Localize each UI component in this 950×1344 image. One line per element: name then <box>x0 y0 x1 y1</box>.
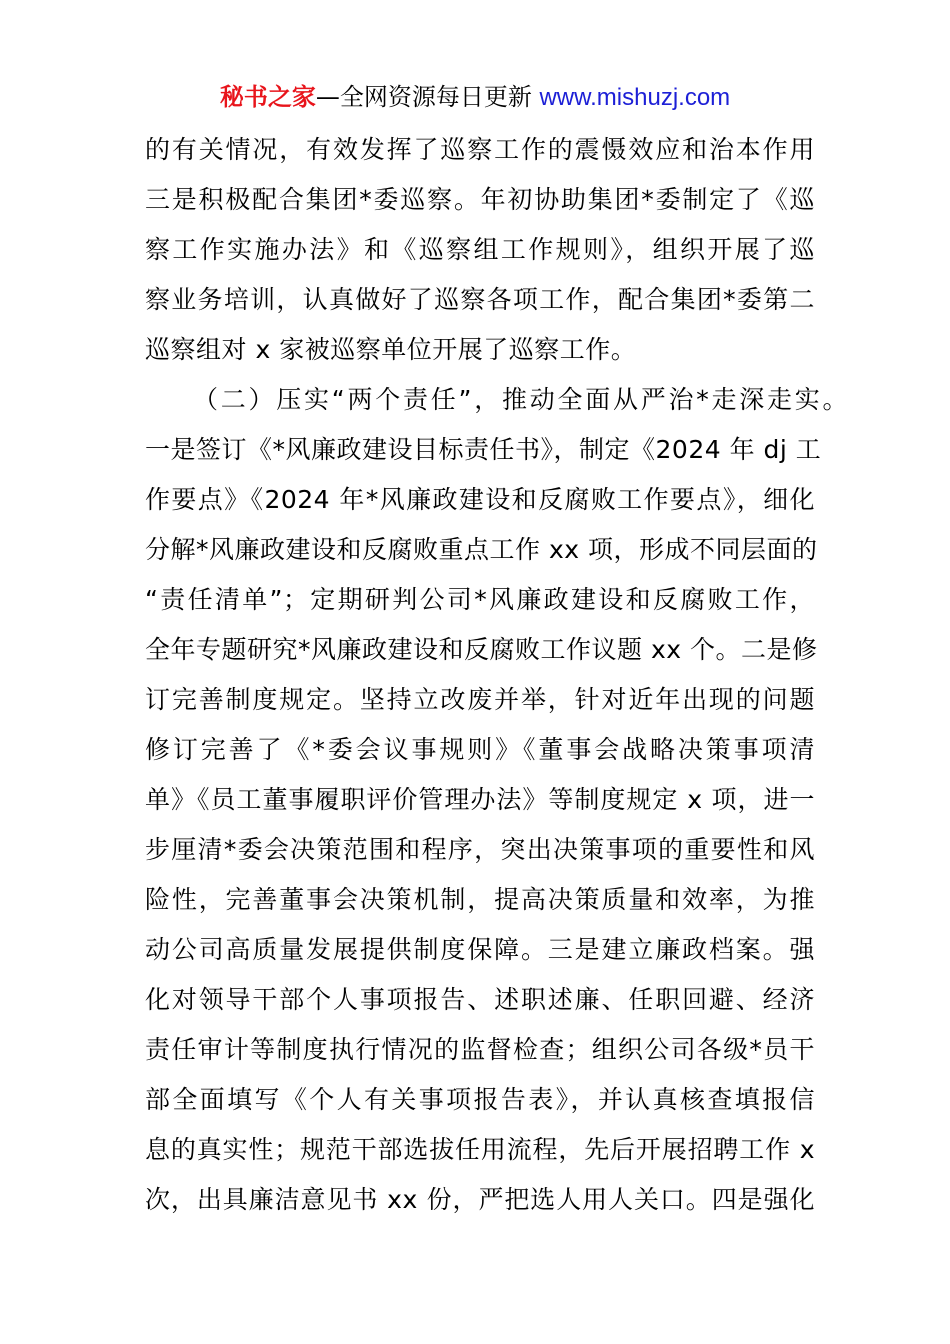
text-line: 息的真实性；规范干部选拔任用流程，先后开展招聘工作 x <box>145 1135 815 1164</box>
section-heading: （二）压实“两个责任”，推动全面从严治*走深走实。 <box>193 385 848 414</box>
text-line: 作要点》《2024 年*风廉政建设和反腐败工作要点》，细化 <box>145 485 815 514</box>
text-line: 部全面填写《个人有关事项报告表》，并认真核查填报信 <box>145 1085 815 1114</box>
text-line: 一是签订《*风廉政建设目标责任书》，制定《2024 年 dj 工 <box>145 435 822 464</box>
text-line: 修订完善了《*委会议事规则》《董事会战略决策事项清 <box>145 735 815 764</box>
site-url-link[interactable]: www.mishuzj.com <box>539 84 731 111</box>
text-line: 步厘清*委会决策范围和程序，突出决策事项的重要性和风 <box>145 835 815 864</box>
text-line: 巡察组对 x 家被巡察单位开展了巡察工作。 <box>145 335 637 364</box>
text-line: 察业务培训，认真做好了巡察各项工作，配合集团*委第二 <box>145 285 815 314</box>
text-line: 动公司高质量发展提供制度保障。三是建立廉政档案。强 <box>145 935 815 964</box>
text-line: 三是积极配合集团*委巡察。年初协助集团*委制定了《巡 <box>145 185 815 214</box>
text-line: 责任审计等制度执行情况的监督检查；组织公司各级*员干 <box>145 1035 815 1064</box>
site-brand: 秘书之家 <box>219 83 316 111</box>
text-line: 险性，完善董事会决策机制，提高决策质量和效率，为推 <box>145 885 815 914</box>
text-line: 次，出具廉洁意见书 xx 份，严把选人用人关口。四是强化 <box>145 1185 815 1214</box>
text-line: 单》《员工董事履职评价管理办法》等制度规定 x 项，进一 <box>145 785 815 814</box>
text-line: “责任清单”；定期研判公司*风廉政建设和反腐败工作， <box>145 585 815 614</box>
text-line: 订完善制度规定。坚持立改废并举，针对近年出现的问题 <box>145 685 815 714</box>
site-tagline: —全网资源每日更新 <box>315 83 532 111</box>
site-header <box>0 80 950 115</box>
text-line: 分解*风廉政建设和反腐败重点工作 xx 项，形成不同层面的 <box>145 535 818 564</box>
text-line: 察工作实施办法》和《巡察组工作规则》，组织开展了巡 <box>145 235 815 264</box>
text-line: 的有关情况，有效发挥了巡察工作的震慑效应和治本作用 <box>145 135 815 164</box>
text-line: 化对领导干部个人事项报告、述职述廉、任职回避、经济 <box>145 985 815 1014</box>
text-line: 全年专题研究*风廉政建设和反腐败工作议题 xx 个。二是修 <box>145 635 818 664</box>
